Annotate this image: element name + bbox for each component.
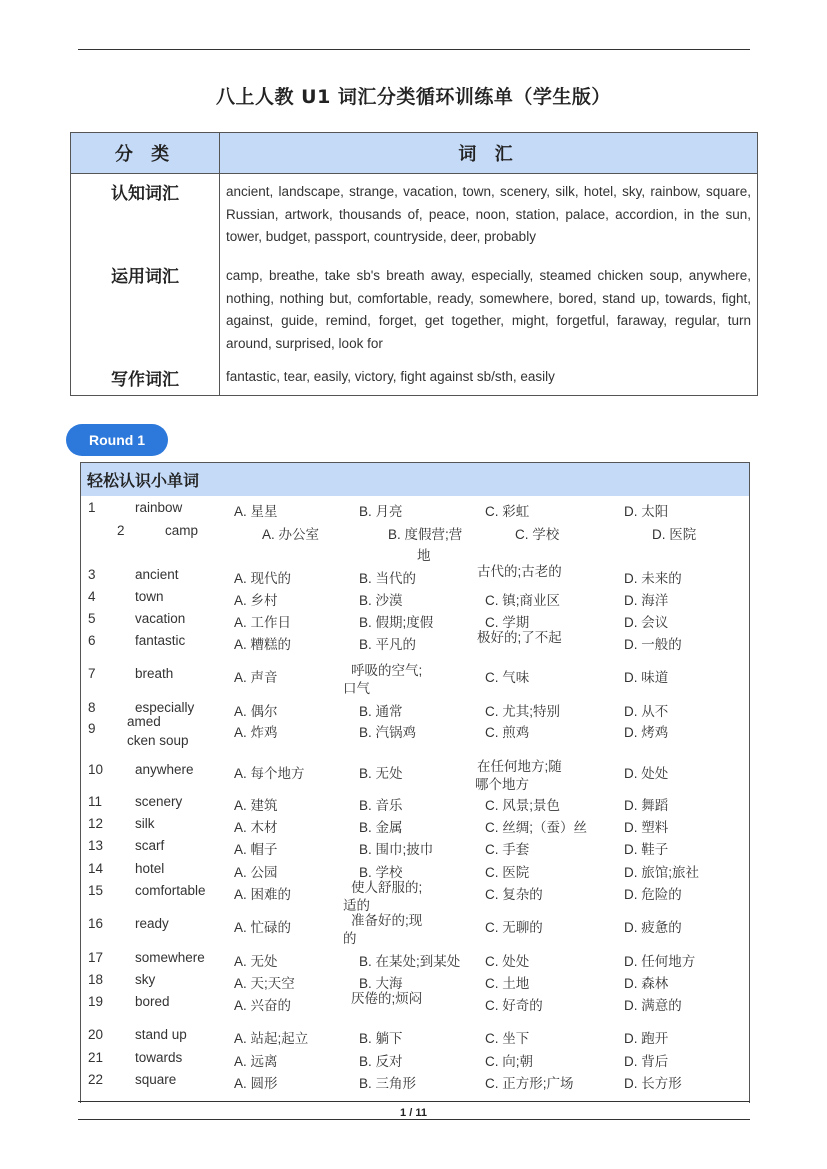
question-word2: cken soup: [127, 733, 189, 748]
question-c: C. 风景;景色: [485, 798, 561, 813]
question-c: C. 正方形;广场: [485, 1076, 574, 1091]
question-word: ready: [135, 916, 169, 931]
question-d: D. 太阳: [624, 504, 669, 519]
question-a: A. 木材: [234, 820, 278, 835]
question-d: D. 鞋子: [624, 842, 669, 857]
question-a: A. 办公室: [262, 527, 320, 542]
question-b: B. 躺下: [359, 1031, 403, 1046]
question-c: C. 镇;商业区: [485, 593, 561, 608]
question-c: C. 彩虹: [485, 504, 530, 519]
question-a: A. 炸鸡: [234, 725, 278, 740]
question-num: 22: [88, 1072, 104, 1087]
question-word: scenery: [135, 794, 183, 809]
row-words: ancient, landscape, strange, vacation, town, scenery, silk, hotel, sky, rainbow, square, Russian, artwork, thousands of, peace, noon, station, palace, accordion, in the sun, tower, budget, passport, countryside, deer, probably: [220, 174, 758, 258]
question-word: fantastic: [135, 633, 186, 648]
footer-rule-top: [78, 1101, 750, 1102]
quiz-box: [80, 462, 750, 1103]
top-rule: [78, 49, 750, 50]
question-word: anywhere: [135, 762, 194, 777]
question-num: 3: [88, 567, 96, 582]
question-a: A. 现代的: [234, 571, 292, 586]
row-words: fantastic, tear, easily, victory, fight against sb/sth, easily: [220, 363, 758, 396]
question-c: C. 复杂的: [485, 887, 543, 902]
question-b: B. 反对: [359, 1054, 403, 1069]
question-d: D. 危险的: [624, 887, 682, 902]
question-word: amed: [127, 714, 161, 729]
question-c: C. 尤其;特别: [485, 704, 561, 719]
question-d: D. 舞蹈: [624, 798, 669, 813]
question-b: B. 汽锅鸡: [359, 725, 417, 740]
question-d: D. 跑开: [624, 1031, 669, 1046]
question-d: D. 疲惫的: [624, 920, 682, 935]
question-word: breath: [135, 666, 174, 681]
question-b: 呼吸的空气;: [351, 663, 423, 678]
question-a: A. 每个地方: [234, 766, 305, 781]
question-c: C. 学期: [485, 615, 530, 630]
question-num: 17: [88, 950, 104, 965]
question-word: scarf: [135, 838, 165, 853]
question-d: D. 处处: [624, 766, 669, 781]
question-num: 10: [88, 762, 104, 777]
question-b2: 地: [417, 548, 431, 563]
question-c: C. 医院: [485, 865, 530, 880]
page-title: 八上人教 U1 词汇分类循环训练单（学生版）: [216, 86, 611, 108]
question-c: C. 煎鸡: [485, 725, 530, 740]
question-c: C. 气味: [485, 670, 530, 685]
question-word: rainbow: [135, 500, 183, 515]
question-d: D. 未来的: [624, 571, 682, 586]
question-d: D. 旅馆;旅社: [624, 865, 700, 880]
section-title: 轻松认识小单词: [81, 463, 749, 496]
question-a: A. 困难的: [234, 887, 292, 902]
question-d: D. 任何地方: [624, 954, 696, 969]
question-num: 9: [88, 721, 96, 736]
question-num: 21: [88, 1050, 104, 1065]
question-c: C. 土地: [485, 976, 530, 991]
question-a: A. 乡村: [234, 593, 278, 608]
question-c: C. 无聊的: [485, 920, 543, 935]
question-a: A. 圆形: [234, 1076, 278, 1091]
question-b2: 的: [343, 931, 357, 946]
question-word: town: [135, 589, 164, 604]
question-a: A. 无处: [234, 954, 278, 969]
question-b: B. 三角形: [359, 1076, 417, 1091]
question-b2: 适的: [343, 898, 370, 913]
question-d: D. 医院: [652, 527, 697, 542]
question-d: D. 会议: [624, 615, 669, 630]
question-b: B. 月亮: [359, 504, 403, 519]
question-word: hotel: [135, 861, 165, 876]
page-number: 1 / 11: [400, 1107, 427, 1119]
vocab-table-header: [71, 133, 758, 174]
question-a: A. 远离: [234, 1054, 278, 1069]
question-num: 6: [88, 633, 96, 648]
question-a: A. 建筑: [234, 798, 278, 813]
question-c: C. 手套: [485, 842, 530, 857]
question-num: 7: [88, 666, 96, 681]
question-c: 在任何地方;随: [477, 759, 562, 774]
question-a: A. 天;天空: [234, 976, 295, 991]
question-c: C. 坐下: [485, 1031, 530, 1046]
question-a: A. 公园: [234, 865, 278, 880]
question-word: sky: [135, 972, 156, 987]
question-word: especially: [135, 700, 195, 715]
question-num: 18: [88, 972, 104, 987]
question-b: 准备好的;现: [351, 913, 423, 928]
question-num: 5: [88, 611, 96, 626]
question-b: B. 在某处;到某处: [359, 954, 461, 969]
question-b: 使人舒服的;: [351, 880, 423, 895]
question-word: bored: [135, 994, 170, 1009]
question-num: 8: [88, 700, 96, 715]
question-c: C. 丝绸;（蚕）丝: [485, 820, 588, 835]
round-badge: Round 1: [66, 424, 168, 456]
question-a: A. 站起;起立: [234, 1031, 309, 1046]
vocab-row: [71, 257, 758, 363]
question-num: 2: [117, 523, 125, 538]
header-category: 分 类: [71, 133, 220, 174]
question-word: somewhere: [135, 950, 205, 965]
question-c: C. 处处: [485, 954, 530, 969]
question-num: 19: [88, 994, 104, 1009]
question-c2: 哪个地方: [475, 777, 529, 792]
question-b: B. 学校: [359, 865, 403, 880]
question-word: vacation: [135, 611, 186, 626]
question-num: 16: [88, 916, 104, 931]
question-word: towards: [135, 1050, 183, 1065]
header-words: 词 汇: [220, 133, 758, 174]
question-num: 4: [88, 589, 96, 604]
question-word: square: [135, 1072, 177, 1087]
question-c: C. 学校: [515, 527, 560, 542]
row-words: camp, breathe, take sb's breath away, especially, steamed chicken soup, anywhere, nothing, nothing but, comfortable, ready, somewhere, bored, stand up, towards, fight, against, guide, remind, forget, get together, might, forgetful, faraway, regular, turn around, surprised, look for: [220, 257, 758, 363]
question-d: D. 背后: [624, 1054, 669, 1069]
question-d: D. 森林: [624, 976, 669, 991]
question-b: B. 当代的: [359, 571, 417, 586]
vocab-table: [70, 132, 758, 396]
question-d: D. 一般的: [624, 637, 682, 652]
question-d: D. 塑料: [624, 820, 669, 835]
row-category: 认知词汇: [71, 174, 220, 258]
question-b: B. 无处: [359, 766, 403, 781]
question-word: stand up: [135, 1027, 187, 1042]
question-num: 14: [88, 861, 104, 876]
question-num: 1: [88, 500, 96, 515]
question-b: 厌倦的;烦闷: [351, 991, 423, 1006]
question-b: B. 围巾;披巾: [359, 842, 434, 857]
question-d: D. 烤鸡: [624, 725, 669, 740]
question-a: A. 帽子: [234, 842, 278, 857]
row-category: 写作词汇: [71, 363, 220, 396]
question-b: B. 大海: [359, 976, 403, 991]
question-a: A. 星星: [234, 504, 278, 519]
question-a: A. 糟糕的: [234, 637, 292, 652]
question-b: B. 沙漠: [359, 593, 403, 608]
question-b: B. 金属: [359, 820, 403, 835]
footer-rule-bottom: [78, 1119, 750, 1120]
question-d: D. 长方形: [624, 1076, 682, 1091]
question-word: silk: [135, 816, 155, 831]
question-d: D. 从不: [624, 704, 669, 719]
question-b: B. 度假营;营: [388, 527, 463, 542]
question-a: A. 忙碌的: [234, 920, 292, 935]
question-num: 20: [88, 1027, 104, 1042]
question-c: C. 向;朝: [485, 1054, 534, 1069]
question-b: B. 通常: [359, 704, 403, 719]
question-c: 古代的;古老的: [477, 564, 562, 579]
question-word: comfortable: [135, 883, 206, 898]
row-category: 运用词汇: [71, 257, 220, 363]
question-num: 11: [88, 794, 103, 809]
question-a: A. 偶尔: [234, 704, 278, 719]
question-num: 15: [88, 883, 104, 898]
question-c: C. 好奇的: [485, 998, 543, 1013]
question-num: 12: [88, 816, 104, 831]
question-b: B. 平凡的: [359, 637, 417, 652]
question-a: A. 兴奋的: [234, 998, 292, 1013]
question-a: A. 工作日: [234, 615, 292, 630]
question-b2: 口气: [343, 681, 370, 696]
question-d: D. 味道: [624, 670, 669, 685]
question-num: 13: [88, 838, 104, 853]
vocab-row: [71, 174, 758, 258]
vocab-row: [71, 363, 758, 396]
question-c: 极好的;了不起: [477, 630, 562, 645]
question-b: B. 音乐: [359, 798, 403, 813]
question-word: camp: [165, 523, 199, 538]
question-b: B. 假期;度假: [359, 615, 434, 630]
question-d: D. 海洋: [624, 593, 669, 608]
question-a: A. 声音: [234, 670, 278, 685]
question-d: D. 满意的: [624, 998, 682, 1013]
question-word: ancient: [135, 567, 179, 582]
